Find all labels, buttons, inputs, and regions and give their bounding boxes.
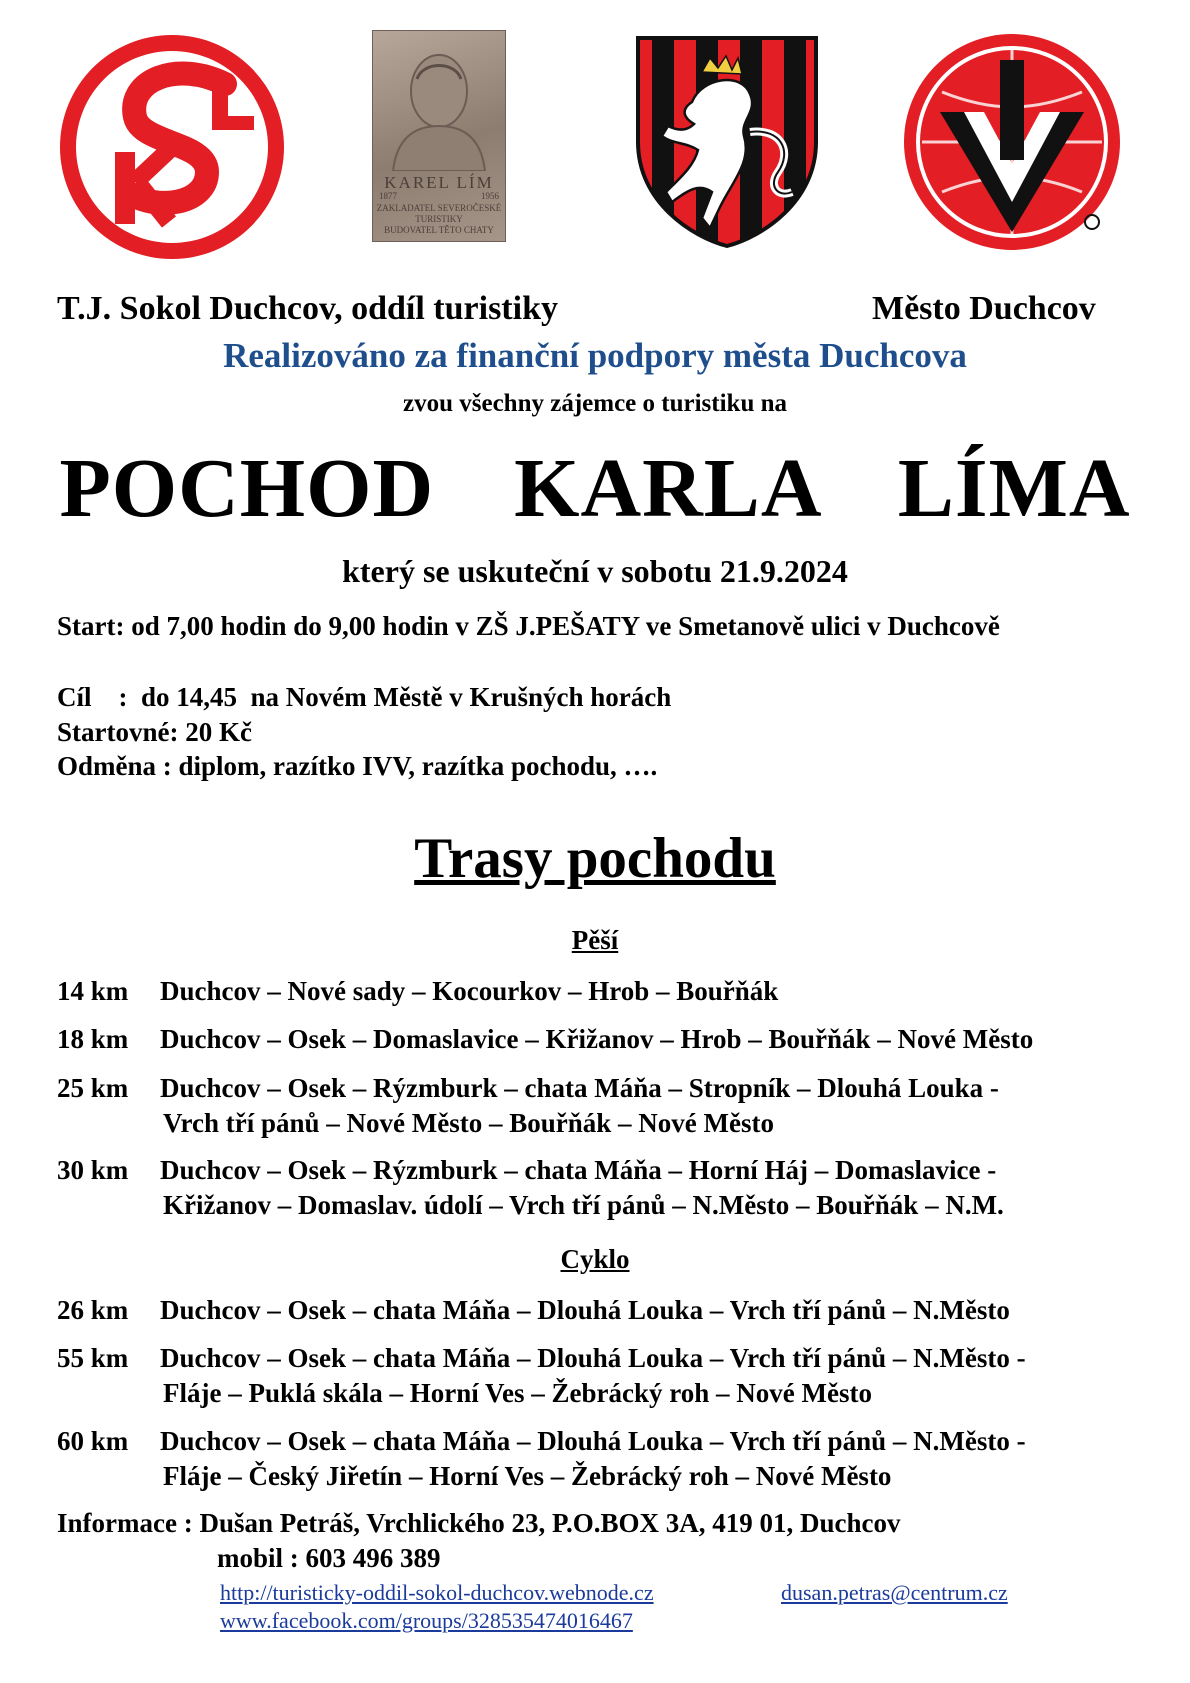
route-line: Duchcov – Osek – Domaslavice – Křižanov – Hrob – Bouřňák – Nové Město	[160, 1024, 1034, 1054]
route-line-2: Vrch tří pánů – Nové Město – Bouřňák – Nové Město	[163, 1108, 774, 1138]
org-left: T.J. Sokol Duchcov, oddíl turistiky	[57, 290, 558, 327]
plaque-year-right: 1956	[481, 191, 499, 201]
route-item	[57, 1155, 1004, 1221]
portrait-relief-icon	[373, 31, 505, 171]
route-item	[57, 1343, 1026, 1409]
facebook-link[interactable]: www.facebook.com/groups/328535474016467	[220, 1608, 633, 1633]
contact-mobile: mobil : 603 496 389	[217, 1543, 441, 1573]
route-km: 26 km	[57, 1295, 129, 1325]
date-line: který se uskuteční v sobotu 21.9.2024	[342, 553, 848, 589]
plaque-line: BUDOVATEL TĚTO CHATY	[384, 225, 494, 235]
pesi-heading: Pěší	[571, 925, 619, 955]
route-line: Duchcov – Osek – chata Máňa – Dlouhá Louka – Vrch tří pánů – N.Město -	[160, 1426, 1026, 1456]
route-item	[57, 1426, 1026, 1492]
route-item	[57, 1024, 1033, 1055]
route-item	[57, 1295, 1010, 1326]
org-right: Město Duchcov	[872, 290, 1096, 327]
contact-info: Informace : Dušan Petráš, Vrchlického 23, P.O.BOX 3A, 419 01, Duchcov	[57, 1508, 901, 1538]
cil-line: Cíl : do 14,45 na Novém Městě v Krušných horách	[57, 682, 672, 712]
route-line: Duchcov – Osek – chata Máňa – Dlouhá Louka – Vrch tří pánů – N.Město	[160, 1295, 1010, 1325]
route-km: 30 km	[57, 1155, 129, 1185]
sokol-logo-icon	[57, 32, 287, 262]
route-km: 55 km	[57, 1343, 129, 1373]
route-item	[57, 976, 778, 1007]
route-km: 18 km	[57, 1024, 129, 1054]
ivv-logo-icon	[902, 32, 1122, 252]
route-line-2: Fláje – Český Jiřetín – Horní Ves – Žebrácký roh – Nové Město	[163, 1461, 892, 1491]
start-line: Start: od 7,00 hodin do 9,00 hodin v ZŠ J.PEŠATY ve Smetanově ulici v Duchcově	[57, 611, 1000, 641]
duchcov-coat-of-arms-icon	[632, 32, 822, 250]
plaque-name: KAREL LÍM	[384, 173, 494, 192]
route-km: 25 km	[57, 1073, 129, 1103]
route-km: 14 km	[57, 976, 129, 1006]
email-link[interactable]: dusan.petras@centrum.cz	[781, 1580, 1008, 1605]
route-line: Duchcov – Osek – Rýzmburk – chata Máňa – Stropník – Dlouhá Louka -	[160, 1073, 999, 1103]
support-line: Realizováno za finanční podpory města Duchcova	[223, 336, 967, 375]
page-title: POCHOD KARLA LÍMA	[59, 442, 1131, 535]
route-km: 60 km	[57, 1426, 129, 1456]
route-line: Duchcov – Osek – Rýzmburk – chata Máňa – Horní Háj – Domaslavice -	[160, 1155, 997, 1185]
routes-title: Trasy pochodu	[414, 827, 776, 890]
startovne-line: Startovné: 20 Kč	[57, 717, 252, 747]
web-link[interactable]: http://turisticky-oddil-sokol-duchcov.webnode.cz	[220, 1580, 654, 1605]
route-line-2: Fláje – Puklá skála – Horní Ves – Žebrácký roh – Nové Město	[163, 1378, 873, 1408]
odmena-line: Odměna : diplom, razítko IVV, razítka pochodu, ….	[57, 751, 658, 781]
plaque-line: ZAKLADATEL SEVEROČESKÉ	[376, 203, 502, 213]
cyklo-heading: Cyklo	[560, 1244, 630, 1274]
karel-lim-plaque	[372, 30, 506, 242]
plaque-line: TURISTIKY	[415, 214, 463, 224]
route-line: Duchcov – Osek – chata Máňa – Dlouhá Louka – Vrch tří pánů – N.Město -	[160, 1343, 1026, 1373]
invite-line: zvou všechny zájemce o turistiku na	[403, 390, 787, 417]
route-item	[57, 1073, 999, 1139]
plaque-year-left: 1877	[379, 191, 397, 201]
route-line: Duchcov – Nové sady – Kocourkov – Hrob – Bouřňák	[160, 976, 779, 1006]
route-line-2: Křižanov – Domaslav. údolí – Vrch tří pánů – N.Město – Bouřňák – N.M.	[163, 1190, 1004, 1220]
